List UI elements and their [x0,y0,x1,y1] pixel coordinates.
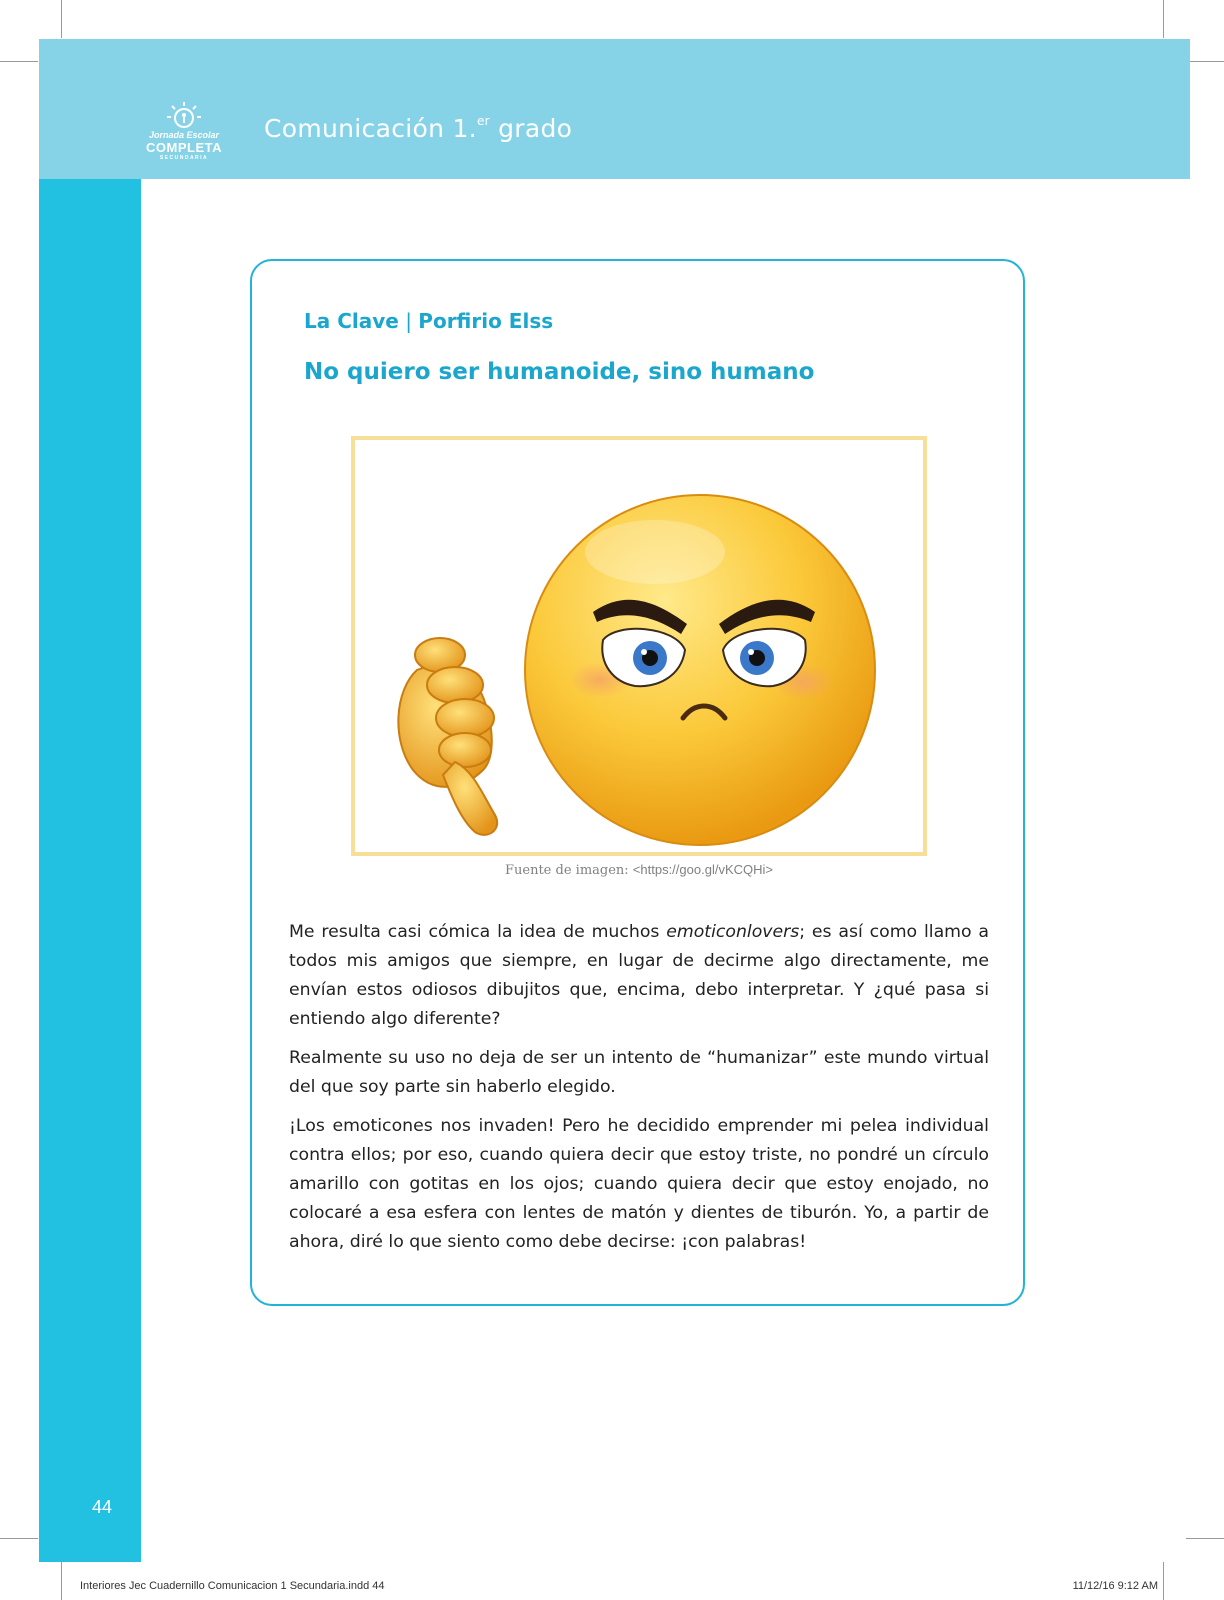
angry-face [525,495,875,845]
paragraph-3: ¡Los emoticones nos invaden! Pero he decidido emprender mi pelea individual contra ellos; por eso, cuando quiera decir que estoy triste, no pondré un círculo amarillo con gotitas en los ojos; cuando quiera decir que estoy enojado, no colocaré a esa esfera con lentes de matón y dientes de tiburón. Yo, a partir de ahora, diré lo que siento como debe decirse: ¡con palabras! [289,1116,989,1252]
source-separator: | [398,309,419,333]
crop-mark [0,1538,38,1539]
ordinal-superscript: er [476,113,490,128]
article-image [351,436,927,856]
subject-label: Comunicación 1. [264,114,477,143]
article-source [304,309,553,333]
print-slug-date: 11/12/16 9:12 AM [1072,1580,1158,1592]
source-name: La Clave [304,309,399,333]
image-caption [351,862,927,878]
logo-line1: Jornada Escolar [148,130,220,140]
article-title: No quiero ser humanoide, sino humano [304,359,815,385]
side-band [39,179,141,1562]
logo-line3: SECUNDARIA [159,155,209,161]
caption-url: <https://goo.gl/vKCQHi> [632,862,773,877]
caption-label: Fuente de imagen: [505,863,633,878]
print-slug-file: Interiores Jec Cuadernillo Comunicacion 1 Secundaria.indd 44 [80,1580,385,1592]
paragraph-1 [289,918,989,1034]
crop-mark [0,61,38,62]
crop-mark [1163,1562,1164,1600]
crop-mark [61,0,62,38]
logo-line2: COMPLETA [146,140,222,155]
paragraph-2: Realmente su uso no deja de ser un intento de “humanizar” este mundo virtual del que soy parte sin haberlo elegido. [289,1048,989,1097]
jec-logo [143,100,225,160]
page-number: 44 [92,1497,113,1517]
crop-mark [1186,61,1224,62]
paragraph-1-italic: emoticonlovers [666,922,800,942]
crop-mark [1186,1538,1224,1539]
angry-emoji-thumbs-down-icon [355,440,923,852]
article-body [289,918,989,1267]
crop-mark [1163,0,1164,38]
paragraph-1-text: Me resulta casi cómica la idea de muchos [289,922,667,942]
thumbs-down-hand [398,638,497,835]
grade-label: grado [489,114,573,143]
page-header-title [264,114,572,143]
crop-mark [61,1562,62,1600]
paragraph-1-text-end: ; es así como llamo a todos mis amigos que siempre, en lugar de decirme algo directamente, me envían estos odiosos dibujitos que, encima, debo interpretar. Y ¿qué pasa si entiendo algo diferente? [289,922,989,1029]
author-name: Porfirio Elss [418,309,554,333]
